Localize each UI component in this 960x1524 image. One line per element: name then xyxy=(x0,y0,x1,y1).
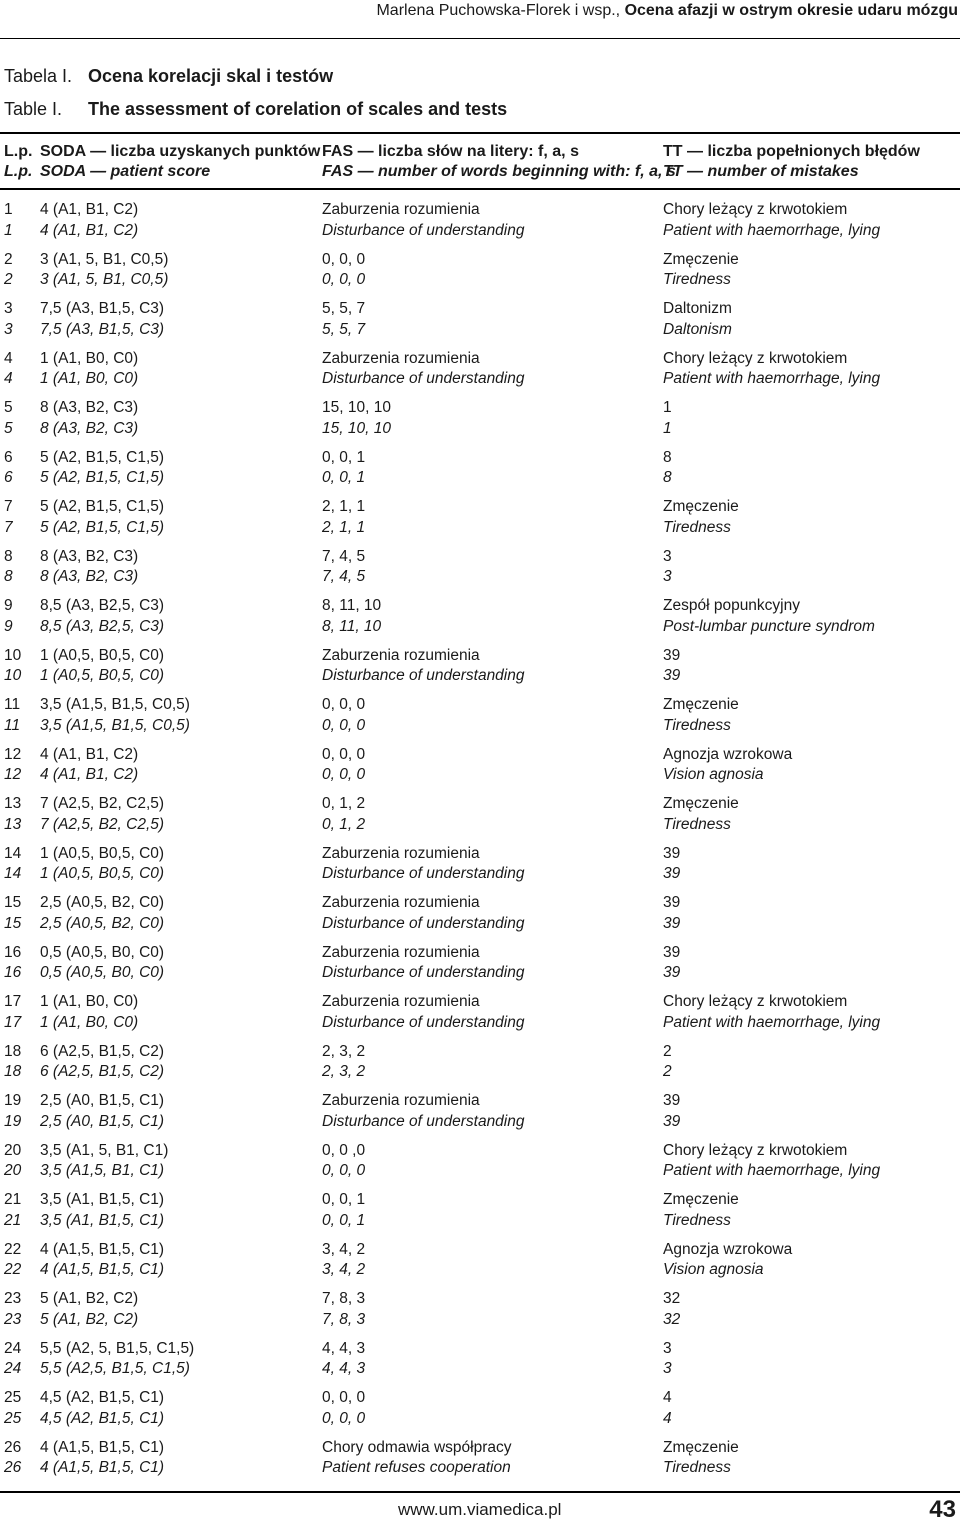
table-header-rule xyxy=(0,188,960,190)
table-row xyxy=(0,666,960,687)
fas-cell: Disturbance of understanding xyxy=(322,667,525,684)
lp-cell: 24 xyxy=(4,1360,22,1377)
table-row xyxy=(0,567,960,588)
tt-cell: 1 xyxy=(663,399,672,416)
tt-cell: Patient with haemorrhage, lying xyxy=(663,370,881,387)
soda-cell: 3,5 (A1,5, B1, C1) xyxy=(40,1162,165,1179)
header-lp-en: L.p. xyxy=(4,163,33,180)
table-row xyxy=(0,1190,960,1211)
fas-cell: Disturbance of understanding xyxy=(322,370,525,387)
lp-cell: 15 xyxy=(4,914,22,932)
table-row xyxy=(0,943,960,964)
lp-cell: 16 xyxy=(4,943,22,961)
soda-cell: 4 (A1,5, B1,5, C1) xyxy=(40,1459,165,1476)
soda-cell: 5 (A2, B1,5, C1,5) xyxy=(40,518,165,536)
tt-cell: Zespół popunkcyjny xyxy=(663,597,800,614)
soda-cell: 1 (A1, B0, C0) xyxy=(40,1013,139,1031)
tt-cell: Patient with haemorrhage, lying xyxy=(663,1162,881,1179)
fas-cell: Zaburzenia rozumienia xyxy=(322,201,480,218)
table-row xyxy=(0,250,960,271)
table-row xyxy=(0,497,960,518)
tt-cell: 1 xyxy=(663,419,672,437)
table-row xyxy=(0,596,960,617)
tt-cell: 3 xyxy=(663,547,672,565)
table-row xyxy=(0,349,960,370)
fas-cell: 8, 11, 10 xyxy=(322,617,382,635)
lp-cell: 9 xyxy=(4,617,13,635)
table-top-rule xyxy=(0,132,960,134)
table-row xyxy=(0,765,960,786)
fas-cell: Disturbance of understanding xyxy=(322,1013,525,1031)
tt-cell: Agnozja wzrokowa xyxy=(663,745,793,763)
fas-cell: Disturbance of understanding xyxy=(322,914,525,932)
tt-cell: 8 xyxy=(663,448,672,466)
table-body xyxy=(0,200,960,1487)
table-row xyxy=(0,646,960,667)
lp-cell: 9 xyxy=(4,597,13,614)
lp-cell: 4 xyxy=(4,349,13,367)
soda-cell: 5 (A2, B1,5, C1,5) xyxy=(40,498,165,515)
soda-cell: 8 (A3, B2, C3) xyxy=(40,568,139,585)
tt-cell: 39 xyxy=(663,646,681,664)
table-row xyxy=(0,1359,960,1380)
tt-cell: 39 xyxy=(663,914,681,932)
lp-cell: 24 xyxy=(4,1339,22,1357)
table-row xyxy=(0,1211,960,1232)
tt-cell: 4 xyxy=(663,1409,672,1427)
soda-cell: 5,5 (A2,5, B1,5, C1,5) xyxy=(40,1360,190,1377)
table-row xyxy=(0,745,960,766)
fas-cell: 0, 0, 1 xyxy=(322,448,366,466)
tt-cell: Chory leżący z krwotokiem xyxy=(663,201,848,218)
soda-cell: 3,5 (A1, B1,5, C1) xyxy=(40,1211,165,1229)
fas-cell: 0, 0, 0 xyxy=(322,766,366,783)
tt-cell: Chory leżący z krwotokiem xyxy=(663,1141,848,1159)
header-fas-en: FAS — number of words beginning with: f, a, s xyxy=(322,163,676,180)
fas-cell: 3, 4, 2 xyxy=(322,1261,366,1278)
tt-cell: Tiredness xyxy=(663,1211,731,1229)
fas-cell: 3, 4, 2 xyxy=(322,1240,366,1258)
fas-cell: 0, 0, 1 xyxy=(322,1211,366,1229)
fas-cell: 7, 8, 3 xyxy=(322,1310,366,1328)
lp-cell: 19 xyxy=(4,1112,22,1130)
lp-cell: 18 xyxy=(4,1063,22,1080)
table-row xyxy=(0,398,960,419)
tt-cell: Vision agnosia xyxy=(663,766,764,783)
soda-cell: 3 (A1, 5, B1, C0,5) xyxy=(40,271,169,288)
lp-cell: 26 xyxy=(4,1438,22,1456)
lp-cell: 7 xyxy=(4,498,13,515)
soda-cell: 1 (A1, B0, C0) xyxy=(40,993,139,1010)
lp-cell: 26 xyxy=(4,1459,22,1476)
tt-cell: Chory leżący z krwotokiem xyxy=(663,993,848,1010)
tt-cell: 39 xyxy=(663,1112,681,1130)
lp-cell: 20 xyxy=(4,1162,22,1179)
header-soda-en: SODA — patient score xyxy=(40,163,211,180)
tt-cell: 32 xyxy=(663,1310,681,1328)
soda-cell: 4 (A1, B1, C2) xyxy=(40,745,139,763)
soda-cell: 5 (A1, B2, C2) xyxy=(40,1290,139,1307)
tt-cell: Tiredness xyxy=(663,271,731,288)
lp-cell: 18 xyxy=(4,1042,22,1060)
fas-cell: 2, 3, 2 xyxy=(322,1063,366,1080)
running-head-authors: Marlena Puchowska-Florek i wsp., xyxy=(376,2,621,19)
soda-cell: 7,5 (A3, B1,5, C3) xyxy=(40,300,165,317)
table-row xyxy=(0,864,960,885)
fas-cell: Zaburzenia rozumienia xyxy=(322,349,480,367)
fas-cell: 8, 11, 10 xyxy=(322,597,382,614)
fas-cell: 15, 10, 10 xyxy=(322,419,391,437)
tt-cell: Daltonism xyxy=(663,320,732,338)
soda-cell: 5 (A2, B1,5, C1,5) xyxy=(40,448,165,466)
tt-cell: 39 xyxy=(663,1092,681,1109)
tt-cell: Post-lumbar puncture syndrom xyxy=(663,617,875,635)
table-row xyxy=(0,200,960,221)
table-row xyxy=(0,815,960,836)
fas-cell: 7, 8, 3 xyxy=(322,1290,366,1307)
tt-cell: Tiredness xyxy=(663,518,731,536)
table-row xyxy=(0,1141,960,1162)
tt-cell: Zmęczenie xyxy=(663,250,739,268)
fas-cell: 15, 10, 10 xyxy=(322,399,391,416)
lp-cell: 21 xyxy=(4,1211,22,1229)
tt-cell: 3 xyxy=(663,1339,672,1357)
lp-cell: 25 xyxy=(4,1409,22,1427)
table-row xyxy=(0,1112,960,1133)
lp-cell: 10 xyxy=(4,646,22,664)
fas-cell: 0, 0, 0 xyxy=(322,271,366,288)
lp-cell: 22 xyxy=(4,1261,22,1278)
table-row xyxy=(0,448,960,469)
tt-cell: 39 xyxy=(663,667,681,684)
lp-cell: 25 xyxy=(4,1389,22,1406)
table-row xyxy=(0,844,960,865)
table-row xyxy=(0,617,960,638)
fas-cell: Chory odmawia współpracy xyxy=(322,1438,512,1456)
fas-cell: 0, 0, 0 xyxy=(322,716,366,734)
fas-cell: 4, 4, 3 xyxy=(322,1339,366,1357)
tt-cell: Zmęczenie xyxy=(663,696,739,713)
lp-cell: 8 xyxy=(4,547,13,565)
table-row xyxy=(0,794,960,815)
fas-cell: 0, 1, 2 xyxy=(322,815,366,833)
tt-cell: Zmęczenie xyxy=(663,498,739,515)
lp-cell: 14 xyxy=(4,865,22,882)
table-row xyxy=(0,963,960,984)
soda-cell: 8 (A3, B2, C3) xyxy=(40,419,139,437)
fas-cell: 0, 0, 1 xyxy=(322,1191,366,1208)
tt-cell: 39 xyxy=(663,894,681,911)
soda-cell: 3 (A1, 5, B1, C0,5) xyxy=(40,250,169,268)
table-bottom-rule xyxy=(0,1491,960,1493)
fas-cell: 0, 0, 0 xyxy=(322,1409,366,1427)
soda-cell: 7 (A2,5, B2, C2,5) xyxy=(40,795,165,812)
fas-cell: 2, 1, 1 xyxy=(322,518,366,536)
soda-cell: 1 (A0,5, B0,5, C0) xyxy=(40,646,165,664)
soda-cell: 4,5 (A2, B1,5, C1) xyxy=(40,1409,165,1427)
lp-cell: 3 xyxy=(4,320,13,338)
lp-cell: 13 xyxy=(4,815,22,833)
fas-cell: 0, 0, 0 xyxy=(322,1162,366,1179)
table-caption-pl xyxy=(4,66,333,87)
soda-cell: 8,5 (A3, B2,5, C3) xyxy=(40,617,165,635)
table-row xyxy=(0,547,960,568)
soda-cell: 7,5 (A3, B1,5, C3) xyxy=(40,320,165,338)
table-row xyxy=(0,1339,960,1360)
soda-cell: 4 (A1, B1, C2) xyxy=(40,766,139,783)
soda-cell: 4,5 (A2, B1,5, C1) xyxy=(40,1389,165,1406)
table-row xyxy=(0,1438,960,1459)
tt-cell: Zmęczenie xyxy=(663,1191,739,1208)
lp-cell: 14 xyxy=(4,844,22,862)
table-header-pl xyxy=(0,143,960,164)
fas-cell: 2, 1, 1 xyxy=(322,498,366,515)
soda-cell: 1 (A1, B0, C0) xyxy=(40,370,139,387)
fas-cell: 0, 0, 0 xyxy=(322,250,366,268)
fas-cell: 0, 0 ,0 xyxy=(322,1141,366,1159)
lp-cell: 17 xyxy=(4,993,22,1010)
tt-cell: 2 xyxy=(663,1063,672,1080)
soda-cell: 5 (A1, B2, C2) xyxy=(40,1310,139,1328)
lp-cell: 1 xyxy=(4,221,13,239)
fas-cell: Disturbance of understanding xyxy=(322,964,525,981)
tt-cell: 39 xyxy=(663,844,681,862)
soda-cell: 8 (A3, B2, C3) xyxy=(40,547,139,565)
soda-cell: 4 (A1,5, B1,5, C1) xyxy=(40,1261,165,1278)
lp-cell: 2 xyxy=(4,271,13,288)
table-row xyxy=(0,1458,960,1479)
fas-cell: Disturbance of understanding xyxy=(322,221,525,239)
table-row xyxy=(0,299,960,320)
lp-cell: 5 xyxy=(4,419,13,437)
soda-cell: 4 (A1, B1, C2) xyxy=(40,221,139,239)
running-head xyxy=(376,2,958,20)
soda-cell: 3,5 (A1,5, B1,5, C0,5) xyxy=(40,696,190,713)
lp-cell: 23 xyxy=(4,1310,22,1328)
tt-cell: 39 xyxy=(663,964,681,981)
top-divider xyxy=(0,38,960,39)
soda-cell: 2,5 (A0,5, B2, C0) xyxy=(40,914,165,932)
lp-cell: 17 xyxy=(4,1013,22,1031)
lp-cell: 2 xyxy=(4,250,13,268)
lp-cell: 12 xyxy=(4,766,22,783)
fas-cell: Zaburzenia rozumienia xyxy=(322,894,480,911)
tt-cell: 8 xyxy=(663,469,672,486)
table-row xyxy=(0,320,960,341)
soda-cell: 1 (A0,5, B0,5, C0) xyxy=(40,865,165,882)
lp-cell: 10 xyxy=(4,667,22,684)
lp-cell: 11 xyxy=(4,696,21,713)
fas-cell: Patient refuses cooperation xyxy=(322,1459,511,1476)
soda-cell: 3,5 (A1, 5, B1, C1) xyxy=(40,1141,169,1159)
table-number-en: Table I. xyxy=(4,99,63,119)
footer-url: www.um.viamedica.pl xyxy=(398,1500,562,1519)
tt-cell: Patient with haemorrhage, lying xyxy=(663,1013,881,1031)
lp-cell: 13 xyxy=(4,795,22,812)
fas-cell: 0, 1, 2 xyxy=(322,795,366,812)
fas-cell: 0, 0, 0 xyxy=(322,696,366,713)
lp-cell: 4 xyxy=(4,370,13,387)
table-row xyxy=(0,716,960,737)
lp-cell: 20 xyxy=(4,1141,22,1159)
fas-cell: 5, 5, 7 xyxy=(322,320,366,338)
header-soda: SODA — liczba uzyskanych punktów xyxy=(40,143,321,160)
table-row xyxy=(0,1042,960,1063)
lp-cell: 21 xyxy=(4,1191,22,1208)
soda-cell: 0,5 (A0,5, B0, C0) xyxy=(40,964,165,981)
tt-cell: 3 xyxy=(663,568,672,585)
tt-cell: Daltonizm xyxy=(663,300,732,317)
tt-cell: 3 xyxy=(663,1360,672,1377)
tt-cell: Patient with haemorrhage, lying xyxy=(663,221,881,239)
table-title-en: The assessment of corelation of scales and tests xyxy=(88,99,508,119)
table-row xyxy=(0,992,960,1013)
table-row xyxy=(0,1388,960,1409)
fas-cell: 4, 4, 3 xyxy=(322,1360,366,1377)
tt-cell: Tiredness xyxy=(663,1459,731,1476)
page-number: 43 xyxy=(929,1496,956,1523)
soda-cell: 7 (A2,5, B2, C2,5) xyxy=(40,815,165,833)
soda-cell: 4 (A1, B1, C2) xyxy=(40,201,139,218)
soda-cell: 4 (A1,5, B1,5, C1) xyxy=(40,1438,165,1456)
soda-cell: 8,5 (A3, B2,5, C3) xyxy=(40,597,165,614)
table-row xyxy=(0,1240,960,1261)
tt-cell: 2 xyxy=(663,1042,672,1060)
tt-cell: Tiredness xyxy=(663,716,731,734)
table-row xyxy=(0,695,960,716)
soda-cell: 2,5 (A0, B1,5, C1) xyxy=(40,1092,165,1109)
fas-cell: Disturbance of understanding xyxy=(322,865,525,882)
tt-cell: Vision agnosia xyxy=(663,1261,764,1278)
tt-cell: 32 xyxy=(663,1290,681,1307)
table-number-pl: Tabela I. xyxy=(4,66,73,86)
fas-cell: 7, 4, 5 xyxy=(322,547,366,565)
header-lp: L.p. xyxy=(4,143,33,160)
lp-cell: 23 xyxy=(4,1290,22,1307)
table-row xyxy=(0,369,960,390)
table-row xyxy=(0,1260,960,1281)
lp-cell: 15 xyxy=(4,894,22,911)
table-row xyxy=(0,893,960,914)
table-title-pl: Ocena korelacji skal i testów xyxy=(88,66,334,86)
header-fas: FAS — liczba słów na litery: f, a, s xyxy=(322,143,579,160)
soda-cell: 0,5 (A0,5, B0, C0) xyxy=(40,943,165,961)
soda-cell: 2,5 (A0,5, B2, C0) xyxy=(40,894,165,911)
tt-cell: Tiredness xyxy=(663,815,731,833)
tt-cell: 39 xyxy=(663,943,681,961)
fas-cell: Zaburzenia rozumienia xyxy=(322,1092,480,1109)
soda-cell: 6 (A2,5, B1,5, C2) xyxy=(40,1042,165,1060)
soda-cell: 2,5 (A0, B1,5, C1) xyxy=(40,1112,165,1130)
soda-cell: 4 (A1,5, B1,5, C1) xyxy=(40,1240,165,1258)
table-row xyxy=(0,1289,960,1310)
tt-cell: Zmęczenie xyxy=(663,1438,739,1456)
lp-cell: 6 xyxy=(4,469,13,486)
lp-cell: 3 xyxy=(4,300,13,317)
fas-cell: 0, 0, 0 xyxy=(322,1389,366,1406)
tt-cell: 39 xyxy=(663,865,681,882)
table-row xyxy=(0,1161,960,1182)
soda-cell: 1 (A0,5, B0,5, C0) xyxy=(40,667,165,684)
fas-cell: Zaburzenia rozumienia xyxy=(322,993,480,1010)
tt-cell: Zmęczenie xyxy=(663,795,739,812)
table-caption-en xyxy=(4,99,507,120)
tt-cell: 4 xyxy=(663,1389,672,1406)
soda-cell: 8 (A3, B2, C3) xyxy=(40,399,139,416)
soda-cell: 3,5 (A1,5, B1,5, C0,5) xyxy=(40,716,190,734)
fas-cell: Zaburzenia rozumienia xyxy=(322,844,480,862)
lp-cell: 5 xyxy=(4,399,13,416)
fas-cell: Zaburzenia rozumienia xyxy=(322,943,480,961)
table-row xyxy=(0,914,960,935)
table-row xyxy=(0,1013,960,1034)
lp-cell: 22 xyxy=(4,1240,22,1258)
lp-cell: 11 xyxy=(4,716,21,734)
table-row xyxy=(0,1310,960,1331)
fas-cell: Disturbance of understanding xyxy=(322,1112,525,1130)
lp-cell: 1 xyxy=(4,201,13,218)
table-row xyxy=(0,1409,960,1430)
header-tt-en: TT — number of mistakes xyxy=(663,163,859,180)
fas-cell: 0, 0, 0 xyxy=(322,745,366,763)
table-row xyxy=(0,419,960,440)
fas-cell: 2, 3, 2 xyxy=(322,1042,366,1060)
lp-cell: 6 xyxy=(4,448,13,466)
table-row xyxy=(0,1062,960,1083)
table-row xyxy=(0,468,960,489)
table-row xyxy=(0,221,960,242)
table-row xyxy=(0,518,960,539)
header-tt: TT — liczba popełnionych błędów xyxy=(663,143,920,160)
running-head-title: Ocena afazji w ostrym okresie udaru mózgu xyxy=(624,2,958,19)
lp-cell: 12 xyxy=(4,745,22,763)
fas-cell: 7, 4, 5 xyxy=(322,568,366,585)
lp-cell: 8 xyxy=(4,568,13,585)
table-row xyxy=(0,270,960,291)
fas-cell: 0, 0, 1 xyxy=(322,469,366,486)
fas-cell: Zaburzenia rozumienia xyxy=(322,646,480,664)
soda-cell: 1 (A1, B0, C0) xyxy=(40,349,139,367)
lp-cell: 7 xyxy=(4,518,13,536)
lp-cell: 16 xyxy=(4,964,22,981)
table-row xyxy=(0,1091,960,1112)
fas-cell: 5, 5, 7 xyxy=(322,300,366,317)
soda-cell: 3,5 (A1, B1,5, C1) xyxy=(40,1191,165,1208)
soda-cell: 5,5 (A2, 5, B1,5, C1,5) xyxy=(40,1339,195,1357)
soda-cell: 6 (A2,5, B1,5, C2) xyxy=(40,1063,165,1080)
lp-cell: 19 xyxy=(4,1092,22,1109)
tt-cell: Agnozja wzrokowa xyxy=(663,1240,793,1258)
table-header-en xyxy=(0,163,960,184)
soda-cell: 1 (A0,5, B0,5, C0) xyxy=(40,844,165,862)
tt-cell: Chory leżący z krwotokiem xyxy=(663,349,848,367)
soda-cell: 5 (A2, B1,5, C1,5) xyxy=(40,469,165,486)
